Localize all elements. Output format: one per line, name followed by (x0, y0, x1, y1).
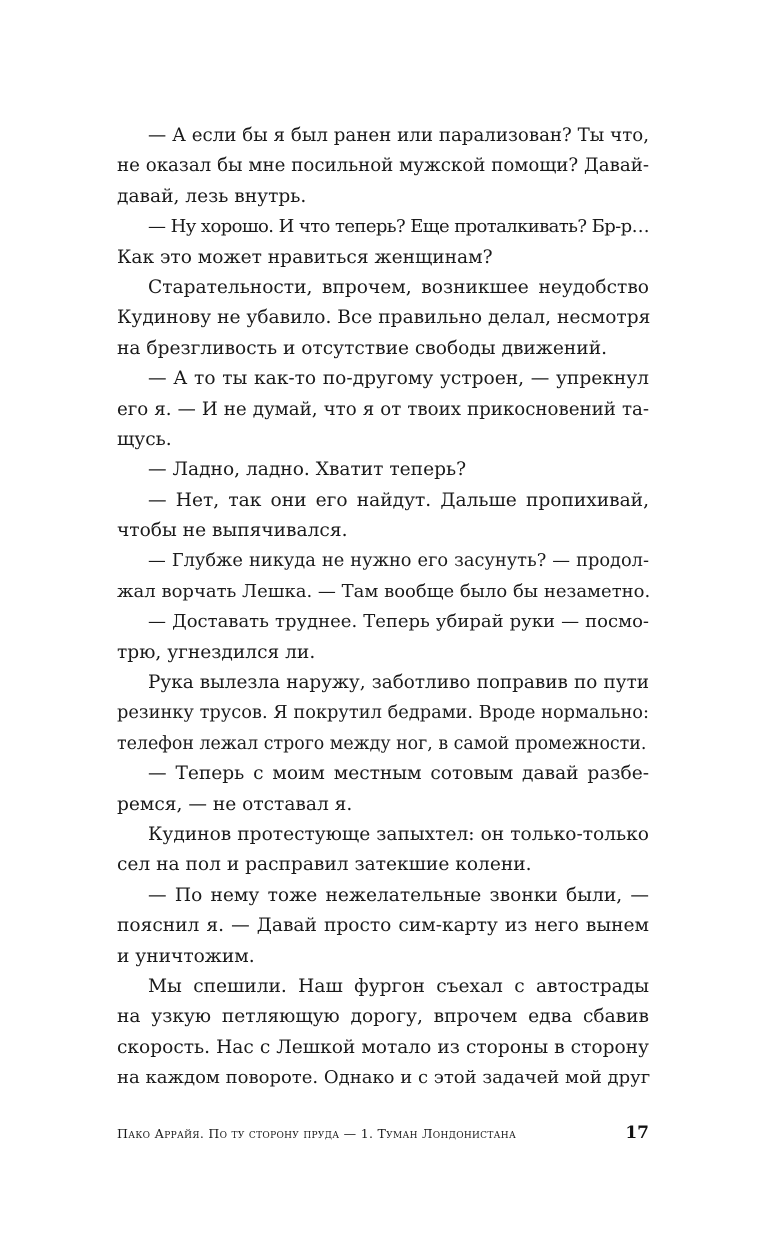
text-line: на брезгливость и отсутствие свободы движений. (117, 337, 608, 359)
page-number: 17 (625, 1123, 649, 1143)
text-line: на узкую петляющую дорогу, впрочем едва сбавив (117, 1006, 649, 1028)
text-line: ремся, — не отставал я. (117, 793, 353, 815)
text-line: сел на пол и расправил затекшие колени. (117, 854, 532, 876)
text-line: телефон лежал строго между ног, в самой промежности. (117, 733, 647, 754)
running-footer-title: Пако Аррайя. По ту сторону пруда — 1. Туман Лондонистана (117, 1126, 517, 1141)
text-line: его я. — И не думай, что я от твоих прикосновений та- (117, 398, 649, 420)
text-line: и уничтожим. (117, 945, 255, 967)
text-line: — Доставать труднее. Теперь убирай руки — посмо- (148, 611, 649, 633)
text-line: чтобы не выпячивался. (117, 520, 348, 542)
text-line: Старательности, впрочем, возникшее неудобство (148, 276, 649, 298)
text-line: трю, угнездился ли. (117, 641, 316, 663)
text-line: резинку трусов. Я покрутил бедрами. Вроде нормально: (117, 702, 649, 724)
text-line: жал ворчать Лешка. — Там вообще было бы незаметно. (117, 580, 651, 602)
text-line: Рука вылезла наружу, заботливо поправив по пути (148, 672, 649, 694)
text-line: щусь. (117, 428, 172, 450)
text-line: не оказал бы мне посильной мужской помощи? Давай- (117, 155, 649, 177)
text-line: скорость. Нас с Лешкой мотало из стороны в сторону (117, 1036, 649, 1058)
text-line: — А если бы я был ранен или парализован? Ты что, (148, 125, 649, 146)
text-line: — Ну хорошо. И что теперь? Еще проталкивать? Бр-р… (148, 216, 649, 238)
body-text (117, 121, 649, 1094)
page-footer (117, 1123, 649, 1150)
text-line: Как это может нравиться женщинам? (117, 246, 493, 268)
text-line: — Ладно, ладно. Хватит теперь? (148, 459, 467, 481)
text-line: — А то ты как-то по-другому устроен, — упрекнул (148, 368, 649, 390)
text-line: давай, лезь внутрь. (117, 185, 307, 207)
text-line: — Теперь с моим местным сотовым давай разбе- (148, 763, 649, 785)
text-line: пояснил я. — Давай просто сим-карту из него вынем (117, 915, 649, 937)
text-line: — По нему тоже нежелательные звонки были, — (148, 884, 649, 906)
text-line: Кудинову не убавило. Все правильно делал, несмотря (117, 307, 651, 329)
text-line: Кудинов протестующе запыхтел: он только-только (148, 823, 649, 845)
text-line: Мы спешили. Наш фургон съехал с автострады (148, 975, 649, 997)
text-line: — Нет, так они его найдут. Дальше пропихивай, (148, 489, 649, 511)
text-line: на каждом повороте. Однако и с этой задачей мой друг (117, 1067, 651, 1089)
text-line: — Глубже никуда не нужно его засунуть? — продол- (148, 550, 649, 572)
